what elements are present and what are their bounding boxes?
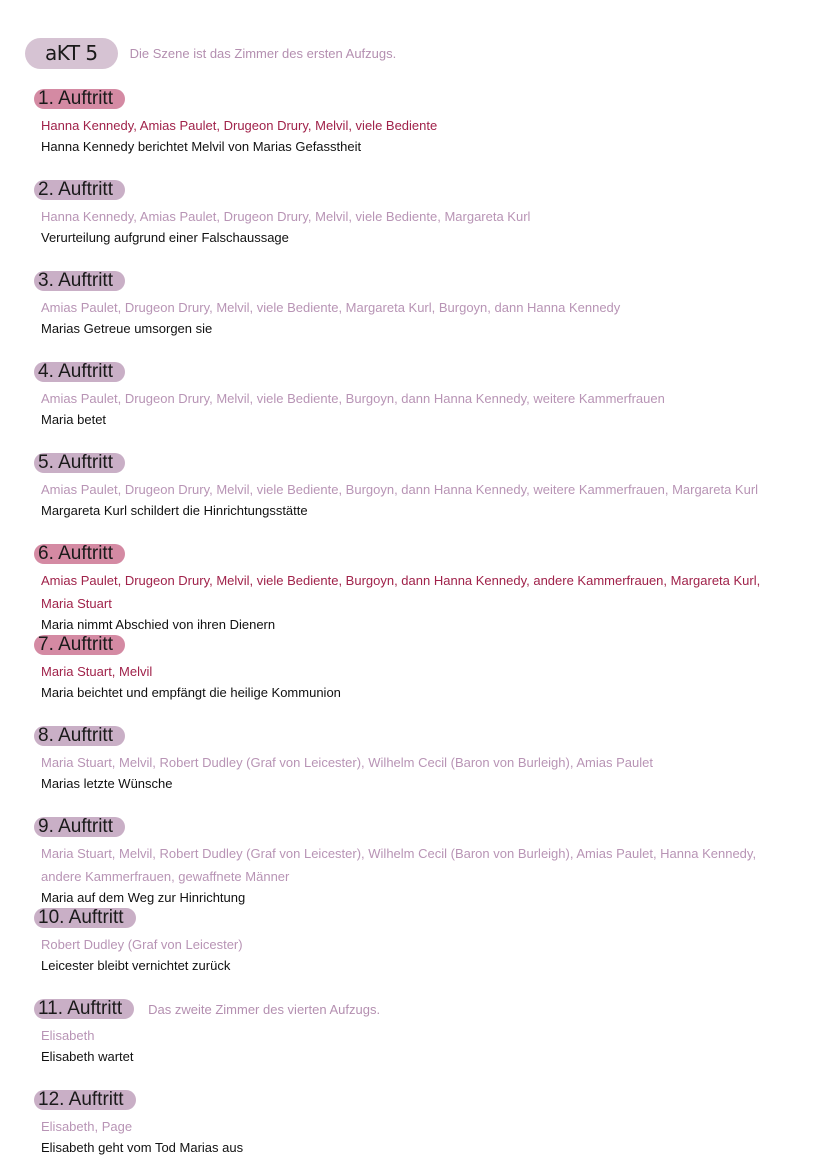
scene-summary: Elisabeth wartet [41, 1049, 134, 1064]
act-label: aKT 5 [25, 38, 118, 69]
scene-4 [34, 361, 794, 430]
scene-characters: Elisabeth, Page [41, 1119, 133, 1134]
scene-1 [34, 88, 794, 157]
scene-characters: Hanna Kennedy, Amias Paulet, Drugeon Drury, Melvil, viele Bediente [41, 118, 438, 133]
scene-label: 9. Auftritt [34, 817, 125, 837]
scene-summary: Leicester bleibt vernichtet zurück [41, 958, 231, 973]
scene-location-note: Das zweite Zimmer des vierten Aufzugs. [148, 1001, 381, 1017]
scene-label: 2. Auftritt [34, 180, 125, 200]
scene-label: 6. Auftritt [34, 544, 125, 564]
scene-label: 12. Auftritt [34, 1090, 136, 1110]
act-header [25, 38, 396, 69]
scene-summary: Maria beichtet und empfängt die heilige Kommunion [41, 685, 341, 700]
scene-2 [34, 179, 794, 248]
scene-label: 7. Auftritt [34, 635, 125, 655]
scene-label: 10. Auftritt [34, 908, 136, 928]
act-description: Die Szene ist das Zimmer des ersten Aufzugs. [129, 46, 397, 61]
scene-summary: Maria betet [41, 412, 107, 427]
scene-characters: Amias Paulet, Drugeon Drury, Melvil, viele Bediente, Burgoyn, dann Hanna Kennedy, weitere Kammerfrauen [41, 391, 665, 406]
scene-label: 8. Auftritt [34, 726, 125, 746]
scene-5 [34, 452, 794, 521]
scene-characters: Amias Paulet, Drugeon Drury, Melvil, viele Bediente, Margareta Kurl, Burgoyn, dann Hanna Kennedy [41, 300, 621, 315]
scene-characters: Robert Dudley (Graf von Leicester) [41, 937, 243, 952]
scene-characters: Amias Paulet, Drugeon Drury, Melvil, viele Bediente, Burgoyn, dann Hanna Kennedy, weitere Kammerfrauen, Margareta Kurl [41, 482, 759, 497]
scene-3 [34, 270, 794, 339]
scene-summary: Elisabeth geht vom Tod Marias aus [41, 1140, 244, 1155]
scene-characters: Maria Stuart, Melvil, Robert Dudley (Graf von Leicester), Wilhelm Cecil (Baron von Burleigh), Amias Paulet, Hanna Kennedy, andere Kammerfrauen, gewaffnete Männer [41, 846, 757, 884]
scene-summary: Marias letzte Wünsche [41, 776, 173, 791]
scene-characters: Amias Paulet, Drugeon Drury, Melvil, viele Bediente, Burgoyn, dann Hanna Kennedy, andere Kammerfrauen, Margareta Kurl, Maria Stuart [41, 573, 761, 611]
scene-summary: Hanna Kennedy berichtet Melvil von Marias Gefasstheit [41, 139, 362, 154]
scene-characters: Maria Stuart, Melvil, Robert Dudley (Graf von Leicester), Wilhelm Cecil (Baron von Burleigh), Amias Paulet [41, 755, 653, 770]
scene-summary: Marias Getreue umsorgen sie [41, 321, 213, 336]
scene-characters: Maria Stuart, Melvil [41, 664, 153, 679]
scene-characters: Hanna Kennedy, Amias Paulet, Drugeon Drury, Melvil, viele Bediente, Margareta Kurl [41, 209, 531, 224]
scene-label: 5. Auftritt [34, 453, 125, 473]
scene-characters: Elisabeth [41, 1028, 95, 1043]
scene-8 [34, 725, 794, 794]
scene-12 [34, 1089, 794, 1158]
scene-11 [34, 998, 794, 1067]
scene-7 [34, 634, 794, 703]
scene-6 [34, 543, 794, 635]
scene-summary: Maria nimmt Abschied von ihren Dienern [41, 617, 276, 632]
scene-10 [34, 907, 794, 976]
scene-summary: Margareta Kurl schildert die Hinrichtungsstätte [41, 503, 308, 518]
scene-label: 11. Auftritt [34, 999, 134, 1019]
scene-label: 3. Auftritt [34, 271, 125, 291]
scene-label: 1. Auftritt [34, 89, 125, 109]
scene-summary: Maria auf dem Weg zur Hinrichtung [41, 890, 246, 905]
scene-label: 4. Auftritt [34, 362, 125, 382]
scene-9 [34, 816, 794, 908]
scene-summary: Verurteilung aufgrund einer Falschaussage [41, 230, 289, 245]
